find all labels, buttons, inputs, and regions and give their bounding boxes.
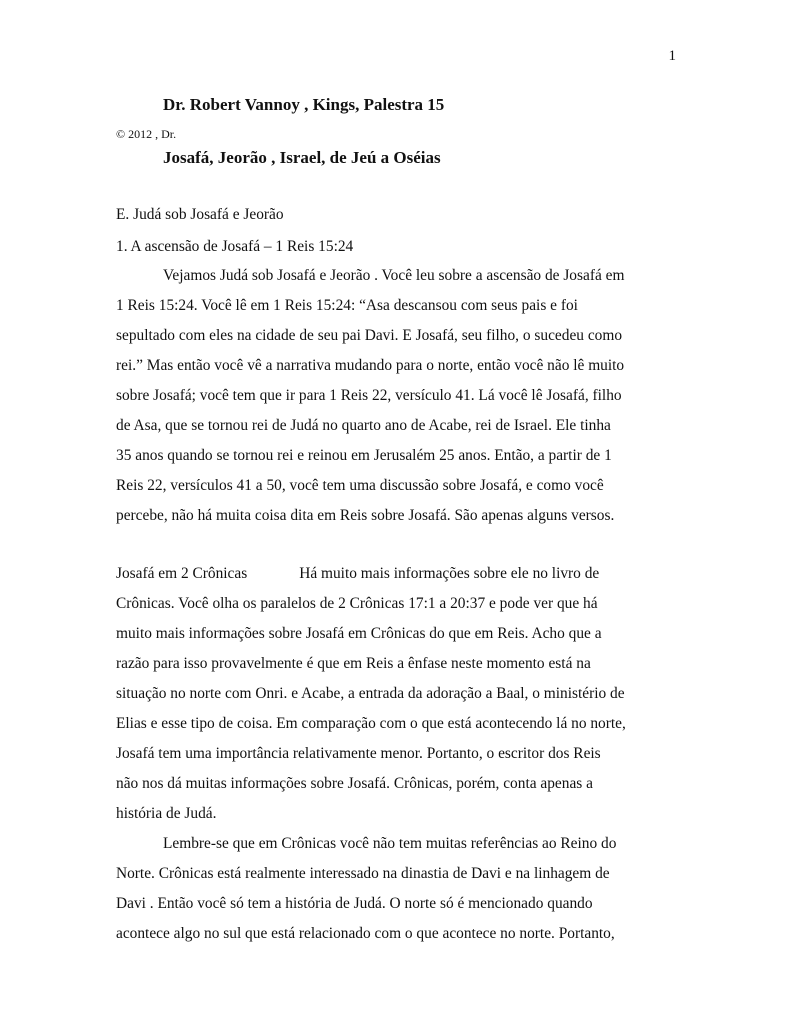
paragraph-line: acontece algo no sul que está relacionado com o que acontece no norte. Portanto, bbox=[116, 925, 615, 942]
paragraph-line: 1 Reis 15:24. Você lê em 1 Reis 15:24: “Asa descansou com seus pais e foi bbox=[116, 297, 578, 314]
paragraph-line: 35 anos quando se tornou rei e reinou em Jerusalém 25 anos. Então, a partir de 1 bbox=[116, 447, 612, 464]
paragraph-line: história de Judá. bbox=[116, 805, 217, 822]
paragraph-line: situação no norte com Onri. e Acabe, a entrada da adoração a Baal, o ministério de bbox=[116, 685, 625, 702]
paragraph-line: de Asa, que se tornou rei de Judá no quarto ano de Acabe, rei de Israel. Ele tinha bbox=[116, 417, 611, 434]
paragraph-line: Elias e esse tipo de coisa. Em comparação com o que está acontecendo lá no norte, bbox=[116, 715, 626, 732]
paragraph-line: não nos dá muitas informações sobre Josafá. Crônicas, porém, conta apenas a bbox=[116, 775, 593, 792]
paragraph-line: Josafá tem uma importância relativamente menor. Portanto, o escritor dos Reis bbox=[116, 745, 601, 762]
paragraph-line: muito mais informações sobre Josafá em Crônicas do que em Reis. Acho que a bbox=[116, 625, 602, 642]
paragraph-line: Davi . Então você só tem a história de Judá. O norte só é mencionado quando bbox=[116, 895, 593, 912]
subsection-heading: 1. A ascensão de Josafá – 1 Reis 15:24 bbox=[116, 238, 354, 255]
paragraph-line: Crônicas. Você olha os paralelos de 2 Crônicas 17:1 a 20:37 e pode ver que há bbox=[116, 595, 598, 612]
inline-heading: Josafá em 2 Crônicas bbox=[116, 565, 248, 582]
paragraph-line bbox=[116, 565, 599, 583]
paragraph-line: sepultado com eles na cidade de seu pai Davi. E Josafá, seu filho, o sucedeu como bbox=[116, 327, 623, 344]
lecture-title: Dr. Robert Vannoy , Kings, Palestra 15 bbox=[163, 95, 445, 114]
lecture-subtitle: Josafá, Jeorão , Israel, de Jeú a Oséias bbox=[163, 148, 441, 167]
copyright-notice: © 2012 , Dr. bbox=[116, 127, 177, 141]
paragraph-line: Lembre-se que em Crônicas você não tem muitas referências ao Reino do bbox=[163, 835, 617, 852]
paragraph-line: Reis 22, versículos 41 a 50, você tem uma discussão sobre Josafá, e como você bbox=[116, 477, 604, 494]
paragraph-line: Norte. Crônicas está realmente interessado na dinastia de Davi e na linhagem de bbox=[116, 865, 610, 882]
section-heading: E. Judá sob Josafá e Jeorão bbox=[116, 206, 284, 223]
page-number: 1 bbox=[668, 48, 676, 64]
paragraph-line: razão para isso provavelmente é que em Reis a ênfase neste momento está na bbox=[116, 655, 591, 672]
paragraph-line: percebe, não há muita coisa dita em Reis sobre Josafá. São apenas alguns versos. bbox=[116, 507, 615, 524]
paragraph-line: rei.” Mas então você vê a narrativa mudando para o norte, então você não lê muito bbox=[116, 357, 625, 374]
paragraph-line: Vejamos Judá sob Josafá e Jeorão . Você leu sobre a ascensão de Josafá em bbox=[163, 267, 625, 284]
paragraph-line: sobre Josafá; você tem que ir para 1 Reis 22, versículo 41. Lá você lê Josafá, filho bbox=[116, 387, 622, 404]
paragraph-text: Há muito mais informações sobre ele no livro de bbox=[299, 565, 600, 582]
